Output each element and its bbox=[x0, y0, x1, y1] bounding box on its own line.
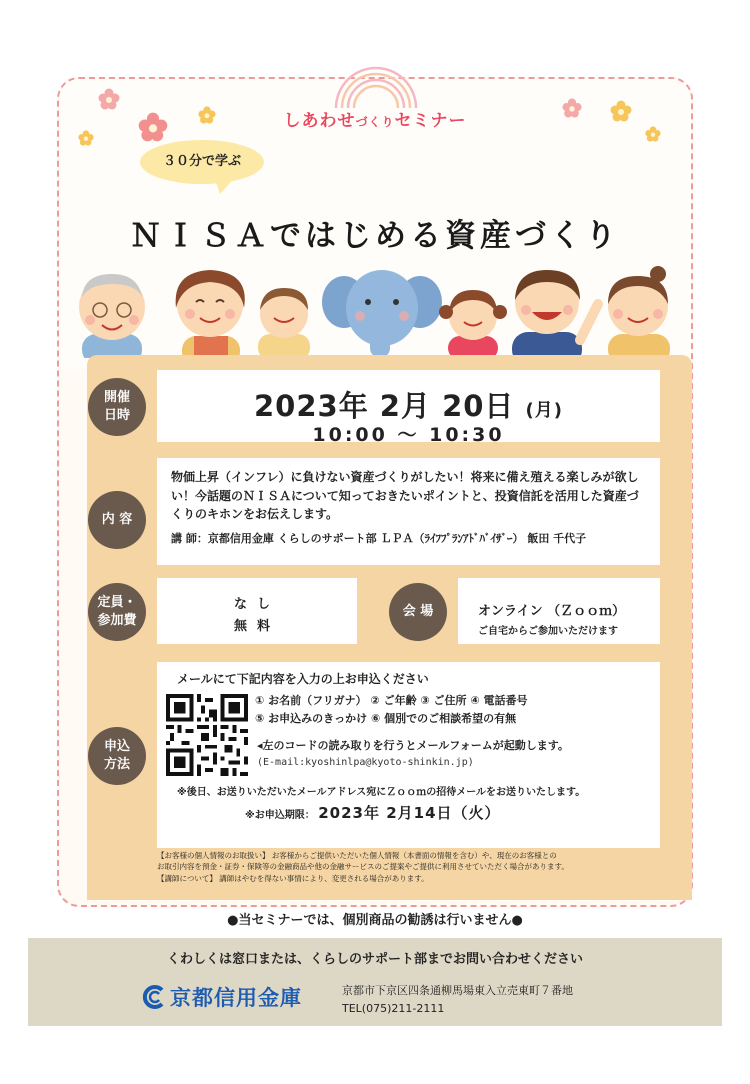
rainbow-icon bbox=[326, 60, 426, 110]
girl-figure bbox=[439, 290, 507, 358]
schedule-box bbox=[157, 370, 660, 446]
no-solicitation-note: ●当セミナーでは、個別商品の勧誘は行いません● bbox=[227, 913, 523, 928]
grandma-figure bbox=[608, 266, 670, 358]
application-items bbox=[255, 692, 528, 728]
application-label bbox=[88, 727, 146, 785]
zoom-notice: ※後日、お送りいただいたメールアドレス宛にＺｏｏｍの招待メールをお送りいたします。 bbox=[177, 787, 586, 798]
venue-label-text: 会 場 bbox=[402, 604, 434, 620]
elephant-figure bbox=[322, 270, 442, 358]
grandpa-figure bbox=[79, 274, 145, 358]
flower-icon bbox=[645, 126, 661, 142]
content-label bbox=[88, 491, 146, 549]
capacity-value: なし bbox=[233, 597, 280, 612]
content-box bbox=[157, 458, 660, 565]
application-heading: メールにて下記内容を入力の上お申込ください bbox=[177, 672, 429, 686]
deadline-value: 2023年 2月14日（火） bbox=[318, 804, 501, 822]
capacity-label-line1: 定員・ bbox=[97, 595, 137, 611]
mother-figure bbox=[176, 270, 245, 358]
event-date-line bbox=[157, 384, 660, 425]
series-main: しあわせ bbox=[283, 111, 356, 131]
items-line1: ① お名前（フリガナ） ② ご年齢 ③ ご住所 ④ 電話番号 bbox=[255, 694, 528, 707]
deadline-label: ※お申込期限： bbox=[245, 810, 315, 821]
application-label-line1: 申込 bbox=[103, 739, 130, 755]
lecturer-info: 講 師：京都信用金庫 くらしのサポート部 ＬＰＡ（ﾗｲﾌﾌﾟﾗﾝｱﾄﾞﾊﾞｲｻﾞｰ） 飯田 千代子 bbox=[171, 532, 587, 545]
application-label-line2: 方法 bbox=[103, 757, 130, 772]
venue-sub: ご自宅からご参加いただけます bbox=[478, 626, 618, 637]
event-date: 2023年 2月 20日 bbox=[253, 389, 515, 423]
privacy-notice bbox=[157, 850, 667, 884]
inquiry-text: くわしくは窓口または、くらしのサポート部までお問い合わせください bbox=[166, 952, 583, 967]
page-title: ＮＩＳＡではじめる資産づくり bbox=[130, 218, 620, 254]
content-label-text: 内 容 bbox=[101, 512, 133, 528]
flower-icon bbox=[610, 100, 632, 122]
family-illustration bbox=[60, 262, 690, 358]
deadline bbox=[245, 802, 501, 823]
flower-icon bbox=[78, 130, 94, 146]
privacy-line: 【講師について】 講師はやむを得ない事情により、変更される場合があります。 bbox=[157, 873, 429, 883]
bank-name: 京都信用金庫 bbox=[170, 986, 302, 1010]
privacy-line: 【お客様の個人情報のお取扱い】 お客様からご提供いただいた個人情報（本書面の情報を含む）や、現在のお客様との bbox=[157, 851, 557, 860]
bank-address: 京都市下京区四条通柳馬場東入立売東町７番地 bbox=[342, 984, 573, 997]
flower-icon bbox=[562, 98, 582, 118]
father-figure bbox=[512, 270, 598, 358]
schedule-label bbox=[88, 378, 146, 436]
venue-label bbox=[389, 583, 447, 641]
bubble-tail-icon bbox=[214, 176, 236, 194]
qr-instruction: ◂左のコードの読み取りを行うとメールフォームが起動します。 bbox=[257, 739, 569, 752]
schedule-label-line1: 開催 bbox=[103, 390, 130, 406]
series-end: セミナー bbox=[394, 111, 467, 131]
flower-icon bbox=[198, 106, 216, 124]
boy-figure bbox=[258, 288, 310, 358]
application-box bbox=[157, 662, 660, 848]
fee-value: 無料 bbox=[233, 619, 280, 634]
capacity-box bbox=[157, 578, 357, 644]
qr-code-icon[interactable] bbox=[166, 694, 248, 776]
series-small: づくり bbox=[355, 115, 395, 129]
capacity-label bbox=[88, 583, 146, 641]
bank-address-block bbox=[342, 982, 573, 1017]
privacy-line: お取引内容を預金・証券・保険等の金融商品や他の金融サービスのご提案やご提供に利用させていただく場合があります。 bbox=[157, 862, 569, 872]
bank-tel[interactable]: TEL(075)211-2111 bbox=[342, 1001, 445, 1015]
capacity-label-line2: 参加費 bbox=[97, 613, 137, 628]
schedule-label-line2: 日時 bbox=[103, 408, 130, 423]
event-weekday: (月) bbox=[525, 400, 563, 421]
items-line2: ⑤ お申込みのきっかけ ⑥ 個別でのご相談希望の有無 bbox=[255, 712, 517, 726]
content-description: 物価上昇（インフレ）に負けない資産づくりがしたい！将来に備え殖える楽しみが欲しい！今話題のＮＩＳＡについて知っておきたいポイントと、投資信託を活用した資産づくりのキホンをお伝えします。 bbox=[171, 470, 639, 522]
flower-icon bbox=[138, 112, 168, 142]
flower-icon bbox=[98, 88, 120, 110]
event-time: 10:00 ～ 10:30 bbox=[312, 424, 505, 446]
duration-bubble: ３０分で学ぶ bbox=[140, 140, 264, 184]
venue-box bbox=[458, 578, 660, 644]
footer bbox=[28, 938, 722, 1026]
venue-main: オンライン （Ｚｏｏｍ） bbox=[478, 604, 626, 619]
bank-logo bbox=[142, 982, 302, 1012]
bank-logo-icon bbox=[142, 985, 166, 1009]
contact-email[interactable]: (E-mail:kyoshinlpa@kyoto-shinkin.jp) bbox=[257, 757, 474, 768]
